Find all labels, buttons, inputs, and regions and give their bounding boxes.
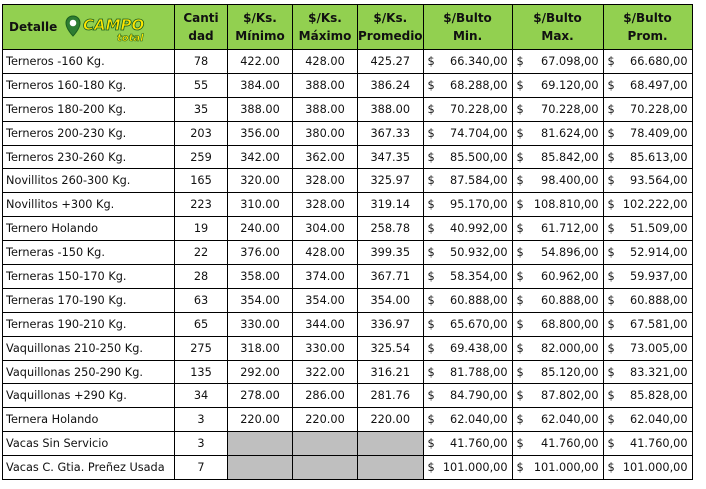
money-value: 59.937,00 <box>630 269 688 283</box>
currency-symbol: $ <box>427 365 435 379</box>
money-value: 58.354,00 <box>450 269 508 283</box>
row-bmin <box>423 97 512 121</box>
row-min-kg <box>228 432 293 456</box>
money-value: 82.000,00 <box>541 341 599 355</box>
row-bmin <box>423 312 512 336</box>
row-avg-kg: 386.24 <box>358 73 424 97</box>
money-value: 85.500,00 <box>450 150 508 164</box>
row-bavg <box>603 408 692 432</box>
money-value: 85.613,00 <box>630 150 688 164</box>
money-value: 70.228,00 <box>541 102 599 116</box>
money-value: 67.581,00 <box>630 317 688 331</box>
table-row <box>3 50 693 74</box>
row-detalle: Terneras 150-170 Kg. <box>3 265 175 289</box>
row-min-kg: 318.00 <box>228 336 293 360</box>
money-value: 98.400,00 <box>541 174 599 188</box>
currency-symbol: $ <box>516 413 524 427</box>
money-value: 101.000,00 <box>622 461 688 475</box>
row-min-kg: 388.00 <box>228 97 293 121</box>
money-value: 69.120,00 <box>541 78 599 92</box>
row-detalle: Terneras -150 Kg. <box>3 241 175 265</box>
money-value: 66.680,00 <box>630 54 688 68</box>
row-detalle: Ternero Holando <box>3 217 175 241</box>
row-avg-kg: 367.71 <box>358 265 424 289</box>
row-bmax <box>512 97 603 121</box>
money-value: 41.760,00 <box>630 437 688 451</box>
row-bmin <box>423 456 512 480</box>
row-bmin <box>423 50 512 74</box>
row-cantidad: 223 <box>175 193 228 217</box>
money-value: 68.288,00 <box>450 78 508 92</box>
row-bmax <box>512 384 603 408</box>
row-max-kg: 380.00 <box>293 121 358 145</box>
row-avg-kg: 319.14 <box>358 193 424 217</box>
currency-symbol: $ <box>427 389 435 403</box>
campo-total-logo <box>65 13 161 43</box>
money-value: 101.000,00 <box>442 461 508 475</box>
money-value: 51.509,00 <box>630 222 688 236</box>
row-cantidad: 28 <box>175 265 228 289</box>
row-max-kg: 344.00 <box>293 312 358 336</box>
money-value: 66.340,00 <box>450 54 508 68</box>
currency-symbol: $ <box>427 461 435 475</box>
money-value: 50.932,00 <box>450 246 508 260</box>
header-min-bulto: $/Bulto Min. <box>423 5 512 50</box>
currency-symbol: $ <box>516 222 524 236</box>
row-detalle: Terneras 190-210 Kg. <box>3 312 175 336</box>
currency-symbol: $ <box>516 246 524 260</box>
row-min-kg: 278.00 <box>228 384 293 408</box>
currency-symbol: $ <box>427 222 435 236</box>
row-cantidad: 78 <box>175 50 228 74</box>
row-bavg <box>603 217 692 241</box>
money-value: 41.760,00 <box>450 437 508 451</box>
money-value: 83.321,00 <box>630 365 688 379</box>
currency-symbol: $ <box>427 246 435 260</box>
money-value: 101.000,00 <box>533 461 599 475</box>
money-value: 68.800,00 <box>541 317 599 331</box>
row-max-kg: 354.00 <box>293 288 358 312</box>
currency-symbol: $ <box>607 389 615 403</box>
money-value: 67.098,00 <box>541 54 599 68</box>
currency-symbol: $ <box>607 54 615 68</box>
currency-symbol: $ <box>427 437 435 451</box>
currency-symbol: $ <box>607 78 615 92</box>
money-value: 60.962,00 <box>541 269 599 283</box>
row-min-kg: 358.00 <box>228 265 293 289</box>
header-cantidad: Canti dad <box>175 5 228 50</box>
row-bmax <box>512 145 603 169</box>
table-row <box>3 217 693 241</box>
money-value: 61.712,00 <box>541 222 599 236</box>
table-row <box>3 288 693 312</box>
money-value: 62.040,00 <box>541 413 599 427</box>
row-max-kg: 362.00 <box>293 145 358 169</box>
currency-symbol: $ <box>427 317 435 331</box>
currency-symbol: $ <box>607 269 615 283</box>
row-bavg <box>603 360 692 384</box>
currency-symbol: $ <box>516 317 524 331</box>
row-bmax <box>512 360 603 384</box>
price-table <box>2 4 693 480</box>
row-bavg <box>603 432 692 456</box>
row-max-kg: 286.00 <box>293 384 358 408</box>
row-cantidad: 34 <box>175 384 228 408</box>
money-value: 60.888,00 <box>630 293 688 307</box>
row-bmax <box>512 50 603 74</box>
row-min-kg: 356.00 <box>228 121 293 145</box>
money-value: 95.170,00 <box>450 198 508 212</box>
row-bavg <box>603 193 692 217</box>
table-row <box>3 408 693 432</box>
currency-symbol: $ <box>427 126 435 140</box>
row-cantidad: 7 <box>175 456 228 480</box>
row-min-kg <box>228 456 293 480</box>
table-row <box>3 456 693 480</box>
money-value: 85.842,00 <box>541 150 599 164</box>
row-bavg <box>603 50 692 74</box>
money-value: 54.896,00 <box>541 246 599 260</box>
row-detalle: Novillitos 260-300 Kg. <box>3 169 175 193</box>
row-detalle: Terneros 180-200 Kg. <box>3 97 175 121</box>
row-avg-kg: 347.35 <box>358 145 424 169</box>
row-avg-kg: 388.00 <box>358 97 424 121</box>
currency-symbol: $ <box>516 365 524 379</box>
money-value: 81.624,00 <box>541 126 599 140</box>
row-bmin <box>423 145 512 169</box>
row-bmin <box>423 384 512 408</box>
row-bmax <box>512 217 603 241</box>
row-cantidad: 3 <box>175 408 228 432</box>
row-avg-kg: 325.54 <box>358 336 424 360</box>
currency-symbol: $ <box>607 341 615 355</box>
row-min-kg: 376.00 <box>228 241 293 265</box>
logo-campo-text: CAMPO <box>83 16 145 34</box>
money-value: 85.828,00 <box>630 389 688 403</box>
row-detalle: Terneras 170-190 Kg. <box>3 288 175 312</box>
row-cantidad: 135 <box>175 360 228 384</box>
header-max-kg: $/Ks. Máximo <box>293 5 358 50</box>
currency-symbol: $ <box>516 78 524 92</box>
header-max-bulto: $/Bulto Max. <box>512 5 603 50</box>
row-bmin <box>423 193 512 217</box>
money-value: 52.914,00 <box>630 246 688 260</box>
money-value: 40.992,00 <box>450 222 508 236</box>
row-detalle: Terneros 200-230 Kg. <box>3 121 175 145</box>
currency-symbol: $ <box>607 198 615 212</box>
row-avg-kg: 281.76 <box>358 384 424 408</box>
table-row <box>3 121 693 145</box>
row-max-kg: 328.00 <box>293 169 358 193</box>
row-detalle: Ternera Holando <box>3 408 175 432</box>
row-bavg <box>603 312 692 336</box>
row-bmax <box>512 408 603 432</box>
row-bmin <box>423 336 512 360</box>
money-value: 84.790,00 <box>450 389 508 403</box>
row-avg-kg: 336.97 <box>358 312 424 336</box>
row-avg-kg: 316.21 <box>358 360 424 384</box>
row-cantidad: 165 <box>175 169 228 193</box>
row-cantidad: 65 <box>175 312 228 336</box>
table-row <box>3 336 693 360</box>
currency-symbol: $ <box>427 413 435 427</box>
money-value: 60.888,00 <box>541 293 599 307</box>
row-bmin <box>423 121 512 145</box>
row-avg-kg: 325.97 <box>358 169 424 193</box>
header-detalle <box>3 5 175 50</box>
row-max-kg: 304.00 <box>293 217 358 241</box>
row-detalle: Vaquillonas 210-250 Kg. <box>3 336 175 360</box>
row-cantidad: 203 <box>175 121 228 145</box>
currency-symbol: $ <box>516 198 524 212</box>
row-bmax <box>512 312 603 336</box>
row-bmax <box>512 73 603 97</box>
row-max-kg: 322.00 <box>293 360 358 384</box>
row-max-kg: 388.00 <box>293 97 358 121</box>
row-bmin <box>423 169 512 193</box>
currency-symbol: $ <box>516 174 524 188</box>
table-row <box>3 97 693 121</box>
row-bmin <box>423 432 512 456</box>
money-value: 74.704,00 <box>450 126 508 140</box>
money-value: 69.438,00 <box>450 341 508 355</box>
row-min-kg: 310.00 <box>228 193 293 217</box>
money-value: 60.888,00 <box>450 293 508 307</box>
money-value: 78.409,00 <box>630 126 688 140</box>
header-avg-bulto: $/Bulto Prom. <box>603 5 692 50</box>
table-row <box>3 145 693 169</box>
row-min-kg: 354.00 <box>228 288 293 312</box>
row-bmin <box>423 265 512 289</box>
row-max-kg: 428.00 <box>293 50 358 74</box>
money-value: 65.670,00 <box>450 317 508 331</box>
row-max-kg <box>293 432 358 456</box>
row-bavg <box>603 265 692 289</box>
row-cantidad: 22 <box>175 241 228 265</box>
currency-symbol: $ <box>427 174 435 188</box>
row-cantidad: 55 <box>175 73 228 97</box>
row-bavg <box>603 384 692 408</box>
row-max-kg: 220.00 <box>293 408 358 432</box>
row-bavg <box>603 336 692 360</box>
table-row <box>3 432 693 456</box>
currency-symbol: $ <box>516 150 524 164</box>
money-value: 108.810,00 <box>533 198 599 212</box>
row-max-kg: 330.00 <box>293 336 358 360</box>
row-detalle: Terneros 160-180 Kg. <box>3 73 175 97</box>
currency-symbol: $ <box>607 365 615 379</box>
header-avg-kg: $/Ks. Promedio <box>358 5 424 50</box>
row-min-kg: 422.00 <box>228 50 293 74</box>
currency-symbol: $ <box>607 150 615 164</box>
row-bavg <box>603 241 692 265</box>
header-detalle-label: Detalle <box>9 20 58 34</box>
row-max-kg: 374.00 <box>293 265 358 289</box>
table-row <box>3 241 693 265</box>
row-bavg <box>603 121 692 145</box>
row-bmin <box>423 73 512 97</box>
row-avg-kg: 220.00 <box>358 408 424 432</box>
money-value: 87.802,00 <box>541 389 599 403</box>
row-avg-kg: 399.35 <box>358 241 424 265</box>
currency-symbol: $ <box>516 389 524 403</box>
row-bavg <box>603 169 692 193</box>
currency-symbol: $ <box>607 126 615 140</box>
table-row <box>3 73 693 97</box>
row-avg-kg: 367.33 <box>358 121 424 145</box>
row-bmax <box>512 121 603 145</box>
currency-symbol: $ <box>516 461 524 475</box>
money-value: 70.228,00 <box>630 102 688 116</box>
currency-symbol: $ <box>607 246 615 260</box>
row-min-kg: 292.00 <box>228 360 293 384</box>
currency-symbol: $ <box>516 126 524 140</box>
row-cantidad: 259 <box>175 145 228 169</box>
row-bmin <box>423 360 512 384</box>
currency-symbol: $ <box>607 413 615 427</box>
currency-symbol: $ <box>427 293 435 307</box>
currency-symbol: $ <box>427 150 435 164</box>
row-cantidad: 19 <box>175 217 228 241</box>
currency-symbol: $ <box>516 341 524 355</box>
table-row <box>3 360 693 384</box>
row-min-kg: 384.00 <box>228 73 293 97</box>
row-bavg <box>603 456 692 480</box>
currency-symbol: $ <box>427 269 435 283</box>
row-min-kg: 330.00 <box>228 312 293 336</box>
row-bmax <box>512 456 603 480</box>
currency-symbol: $ <box>607 102 615 116</box>
logo-total-text: total <box>117 33 144 43</box>
row-detalle: Vacas Sin Servicio <box>3 432 175 456</box>
currency-symbol: $ <box>516 54 524 68</box>
row-bavg <box>603 145 692 169</box>
row-avg-kg <box>358 456 424 480</box>
currency-symbol: $ <box>427 54 435 68</box>
row-bmin <box>423 241 512 265</box>
row-max-kg: 428.00 <box>293 241 358 265</box>
row-bmin <box>423 217 512 241</box>
row-bmax <box>512 193 603 217</box>
currency-symbol: $ <box>607 437 615 451</box>
currency-symbol: $ <box>607 461 615 475</box>
table-row <box>3 312 693 336</box>
money-value: 62.040,00 <box>450 413 508 427</box>
row-bavg <box>603 288 692 312</box>
money-value: 102.222,00 <box>622 198 688 212</box>
header-row <box>3 5 693 50</box>
currency-symbol: $ <box>516 102 524 116</box>
row-cantidad: 35 <box>175 97 228 121</box>
row-bmax <box>512 288 603 312</box>
row-bmax <box>512 336 603 360</box>
row-bmax <box>512 265 603 289</box>
money-value: 41.760,00 <box>541 437 599 451</box>
row-max-kg <box>293 456 358 480</box>
row-bmin <box>423 408 512 432</box>
money-value: 68.497,00 <box>630 78 688 92</box>
money-value: 85.120,00 <box>541 365 599 379</box>
row-bmax <box>512 432 603 456</box>
money-value: 93.564,00 <box>630 174 688 188</box>
header-min-kg: $/Ks. Mínimo <box>228 5 293 50</box>
currency-symbol: $ <box>607 317 615 331</box>
row-max-kg: 388.00 <box>293 73 358 97</box>
row-detalle: Novillitos +300 Kg. <box>3 193 175 217</box>
row-bmax <box>512 241 603 265</box>
money-value: 70.228,00 <box>450 102 508 116</box>
row-min-kg: 342.00 <box>228 145 293 169</box>
currency-symbol: $ <box>427 198 435 212</box>
currency-symbol: $ <box>427 341 435 355</box>
table-row <box>3 265 693 289</box>
currency-symbol: $ <box>427 102 435 116</box>
row-detalle: Vaquillonas 250-290 Kg. <box>3 360 175 384</box>
row-avg-kg <box>358 432 424 456</box>
table-row <box>3 169 693 193</box>
money-value: 87.584,00 <box>450 174 508 188</box>
row-detalle: Vaquillonas +290 Kg. <box>3 384 175 408</box>
row-bavg <box>603 97 692 121</box>
row-min-kg: 240.00 <box>228 217 293 241</box>
row-cantidad: 275 <box>175 336 228 360</box>
money-value: 81.788,00 <box>450 365 508 379</box>
row-bmax <box>512 169 603 193</box>
row-bavg <box>603 73 692 97</box>
currency-symbol: $ <box>607 293 615 307</box>
currency-symbol: $ <box>516 437 524 451</box>
row-cantidad: 63 <box>175 288 228 312</box>
currency-symbol: $ <box>427 78 435 92</box>
currency-symbol: $ <box>607 222 615 236</box>
row-avg-kg: 425.27 <box>358 50 424 74</box>
row-max-kg: 328.00 <box>293 193 358 217</box>
row-bmin <box>423 288 512 312</box>
money-value: 62.040,00 <box>630 413 688 427</box>
row-detalle: Terneros 230-260 Kg. <box>3 145 175 169</box>
row-min-kg: 220.00 <box>228 408 293 432</box>
row-detalle: Vacas C. Gtia. Preñez Usada <box>3 456 175 480</box>
row-detalle: Terneros -160 Kg. <box>3 50 175 74</box>
table-row <box>3 193 693 217</box>
money-value: 73.005,00 <box>630 341 688 355</box>
currency-symbol: $ <box>516 269 524 283</box>
table-row <box>3 384 693 408</box>
row-cantidad: 3 <box>175 432 228 456</box>
row-min-kg: 320.00 <box>228 169 293 193</box>
currency-symbol: $ <box>516 293 524 307</box>
row-avg-kg: 354.00 <box>358 288 424 312</box>
currency-symbol: $ <box>607 174 615 188</box>
row-avg-kg: 258.78 <box>358 217 424 241</box>
